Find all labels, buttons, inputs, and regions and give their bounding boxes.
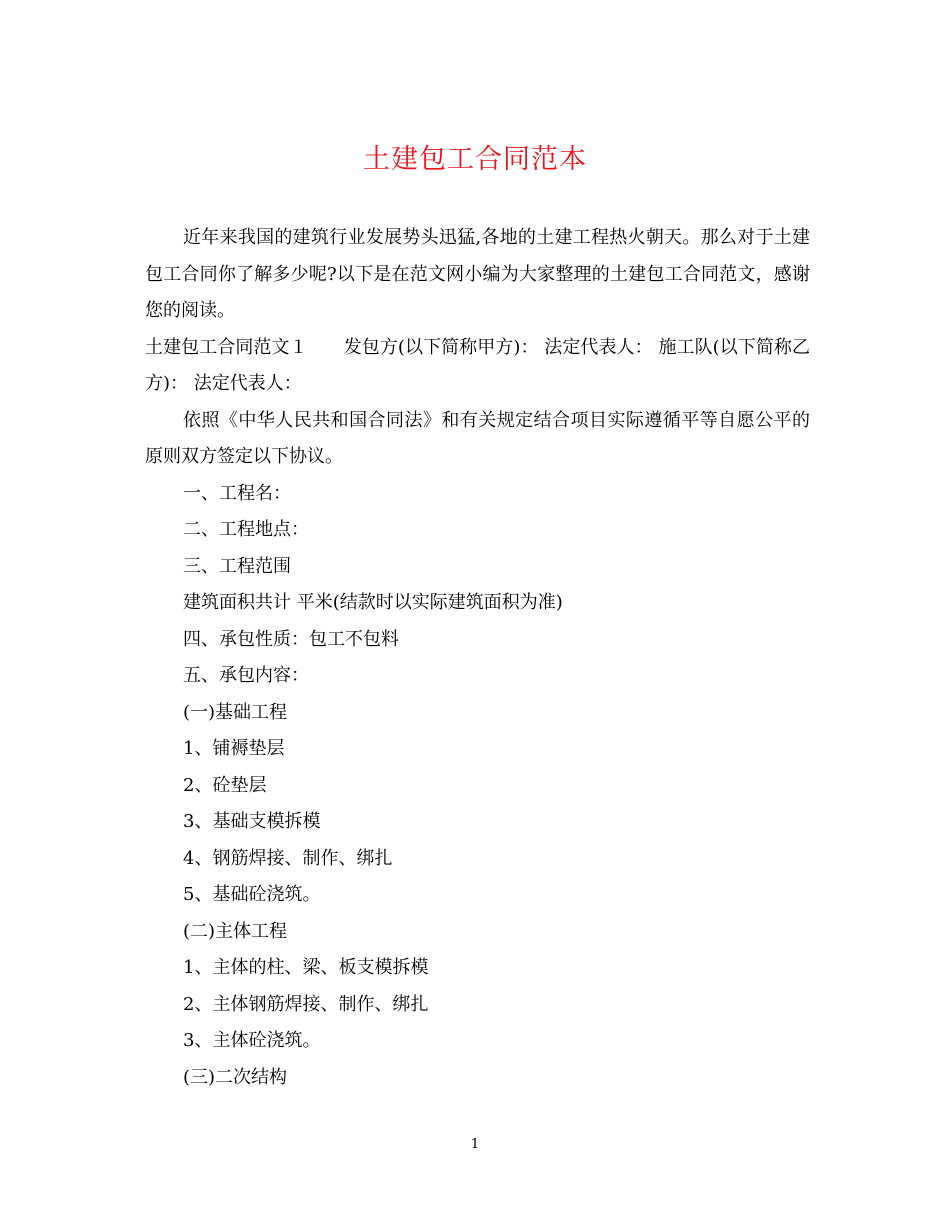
clause-item: 3、基础支模拆模 [183,811,321,832]
document-title: 土建包工合同范本 [363,144,587,175]
clause-item: 4、钢筋焊接、制作、绑扎 [183,847,393,869]
clause-item: 二、工程地点： [183,519,309,540]
clause-item: 五、承包内容： [183,665,309,686]
clause-item: 1、铺褥垫层 [183,738,285,759]
clause-item: 四、承包性质：包工不包料 [183,628,399,650]
clause-item: (二)主体工程 [183,920,288,942]
intro-paragraph: 近年来我国的建筑行业发展势头迅猛,各地的土建工程热火朝天。那么对于土建包工合同你了解多少呢?以下是在范文网小编为大家整理的土建包工合同范文，感谢您的阅读。 [145,227,810,321]
page-number: 1 [470,1137,480,1152]
clause-item: 一、工程名： [183,482,291,504]
clause-item: 三、工程范围 [183,555,291,577]
clause-item: (一)基础工程 [183,701,288,723]
clause-item: 5、基础砼浇筑。 [183,884,321,905]
clause-item: 1、主体的柱、梁、板支模拆模 [183,957,429,978]
clause-item: 2、主体钢筋焊接、制作、绑扎 [183,993,429,1015]
parties-paragraph: 土建包工合同范文１ 发包方(以下简称甲方)： 法定代表人： 施工队(以下简称乙方)： 法定代表人： [145,336,810,394]
clause-item: 3、主体砼浇筑。 [183,1030,321,1051]
clause-item: 2、砼垫层 [183,774,267,796]
basis-paragraph: 依照《中华人民共和国合同法》和有关规定结合项目实际遵循平等自愿公平的原则双方签定以下协议。 [145,409,810,467]
clause-item: 建筑面积共计 平米(结款时以实际建筑面积为准) [183,592,563,613]
document-body [145,220,810,1096]
clause-item: (三)二次结构 [183,1066,288,1088]
